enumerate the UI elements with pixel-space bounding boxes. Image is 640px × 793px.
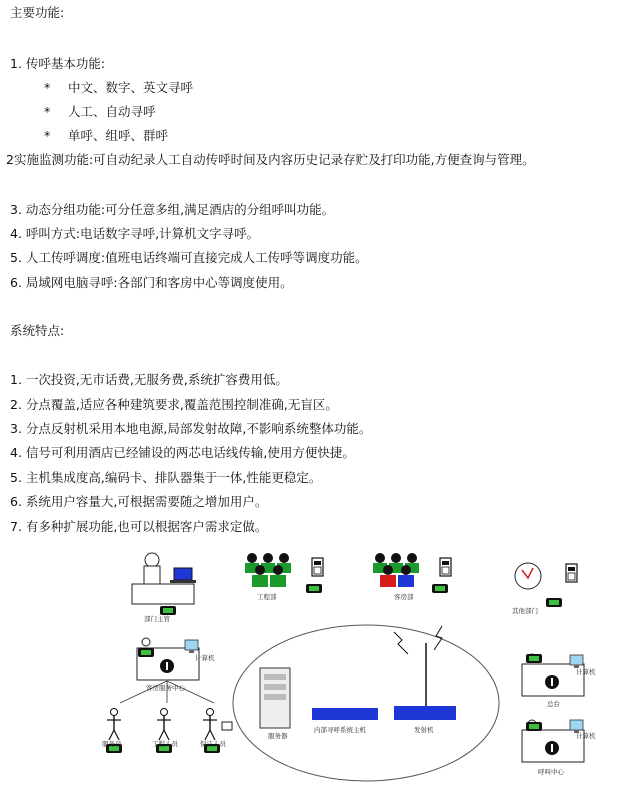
- function-item-6: 6. 局域网电脑寻呼:各部门和客房中心等调度使用。: [10, 275, 293, 290]
- sub-item: [44, 128, 168, 144]
- transmitter-label: 发射机: [414, 726, 434, 734]
- bullet-icon: *: [44, 80, 51, 95]
- security-label: 保洁人员: [200, 740, 226, 748]
- sub-item-text: 单呼、组呼、群呼: [68, 128, 169, 143]
- feature-item: 1. 一次投资,无市话费,无服务费,系统扩容费用低。: [10, 372, 288, 387]
- front-desk-label: 总台: [547, 700, 560, 708]
- server-icon: [260, 668, 290, 728]
- engineering-label: 工程部: [257, 593, 277, 601]
- attendant-icon: [107, 709, 121, 741]
- attendant-label: 服务员: [102, 740, 122, 748]
- computer-right-label-2: 计算机: [576, 732, 596, 740]
- front-desk-group: [522, 654, 584, 696]
- other-depts-label: 其他部门: [512, 607, 538, 615]
- room-service-center-group: [137, 638, 199, 680]
- call-center-label: 呼叫中心: [538, 768, 564, 776]
- room-service-center-label: 客房服务中心: [146, 684, 185, 692]
- feature-item: 6. 系统用户容量大,可根据需要随之增加用户。: [10, 494, 268, 509]
- feature-item: 2. 分点覆盖,适应各种建筑要求,覆盖范围控制准确,无盲区。: [10, 397, 338, 412]
- transmitter-icon: [394, 626, 456, 720]
- function-item-1: 1. 传呼基本功能:: [10, 56, 106, 71]
- host-box: [312, 708, 378, 720]
- function-item-2: 2实施监测功能:可自动纪录人工自动传呼时间及内容历史记录存贮及打印功能,方便查询与管理。: [6, 152, 535, 167]
- housekeeping-group: [373, 553, 451, 593]
- sub-item: [44, 104, 156, 120]
- call-center-group: [522, 720, 584, 762]
- other-depts-group: [515, 563, 577, 607]
- engineer-label: 工程人员: [152, 740, 178, 748]
- feature-item: 7. 有多种扩展功能,也可以根据客户需求定做。: [10, 519, 268, 534]
- engineering-group: [245, 553, 323, 593]
- sub-item-text: 中文、数字、英文寻呼: [68, 80, 194, 95]
- feature-item: 3. 分点反射机采用本地电源,局部发射故障,不影响系统整体功能。: [10, 421, 372, 436]
- computer-label: 计算机: [195, 654, 215, 662]
- security-icon: [203, 709, 217, 741]
- computer-right-label-1: 计算机: [576, 668, 596, 676]
- dept-head-label: 部门主管: [144, 615, 170, 623]
- main-functions-heading: 主要功能:: [10, 5, 65, 20]
- paging-system-diagram: [92, 548, 600, 788]
- bullet-icon: *: [44, 128, 51, 143]
- server-label: 服务器: [268, 732, 288, 740]
- feature-item: 5. 主机集成度高,编码卡、排队器集于一体,性能更稳定。: [10, 470, 322, 485]
- function-item-3: 3. 动态分组功能:可分任意多组,满足酒店的分组呼叫功能。: [10, 202, 335, 217]
- host-label: 内部寻呼系统主机: [314, 726, 366, 734]
- engineer-icon: [157, 709, 171, 741]
- sub-item: [44, 80, 193, 96]
- function-item-4: 4. 呼叫方式:电话数字寻呼,计算机文字寻呼。: [10, 226, 260, 241]
- system-features-heading: 系统特点:: [10, 323, 65, 338]
- sub-item-text: 人工、自动寻呼: [68, 104, 156, 119]
- bullet-icon: *: [44, 104, 51, 119]
- function-item-5: 5. 人工传呼调度:值班电话终端可直接完成人工传呼等调度功能。: [10, 250, 368, 265]
- dept-head-group: [132, 553, 196, 615]
- housekeeping-label: 客房部: [394, 593, 414, 601]
- feature-item: 4. 信号可利用酒店已经铺设的两芯电话线传输,使用方便快捷。: [10, 445, 355, 460]
